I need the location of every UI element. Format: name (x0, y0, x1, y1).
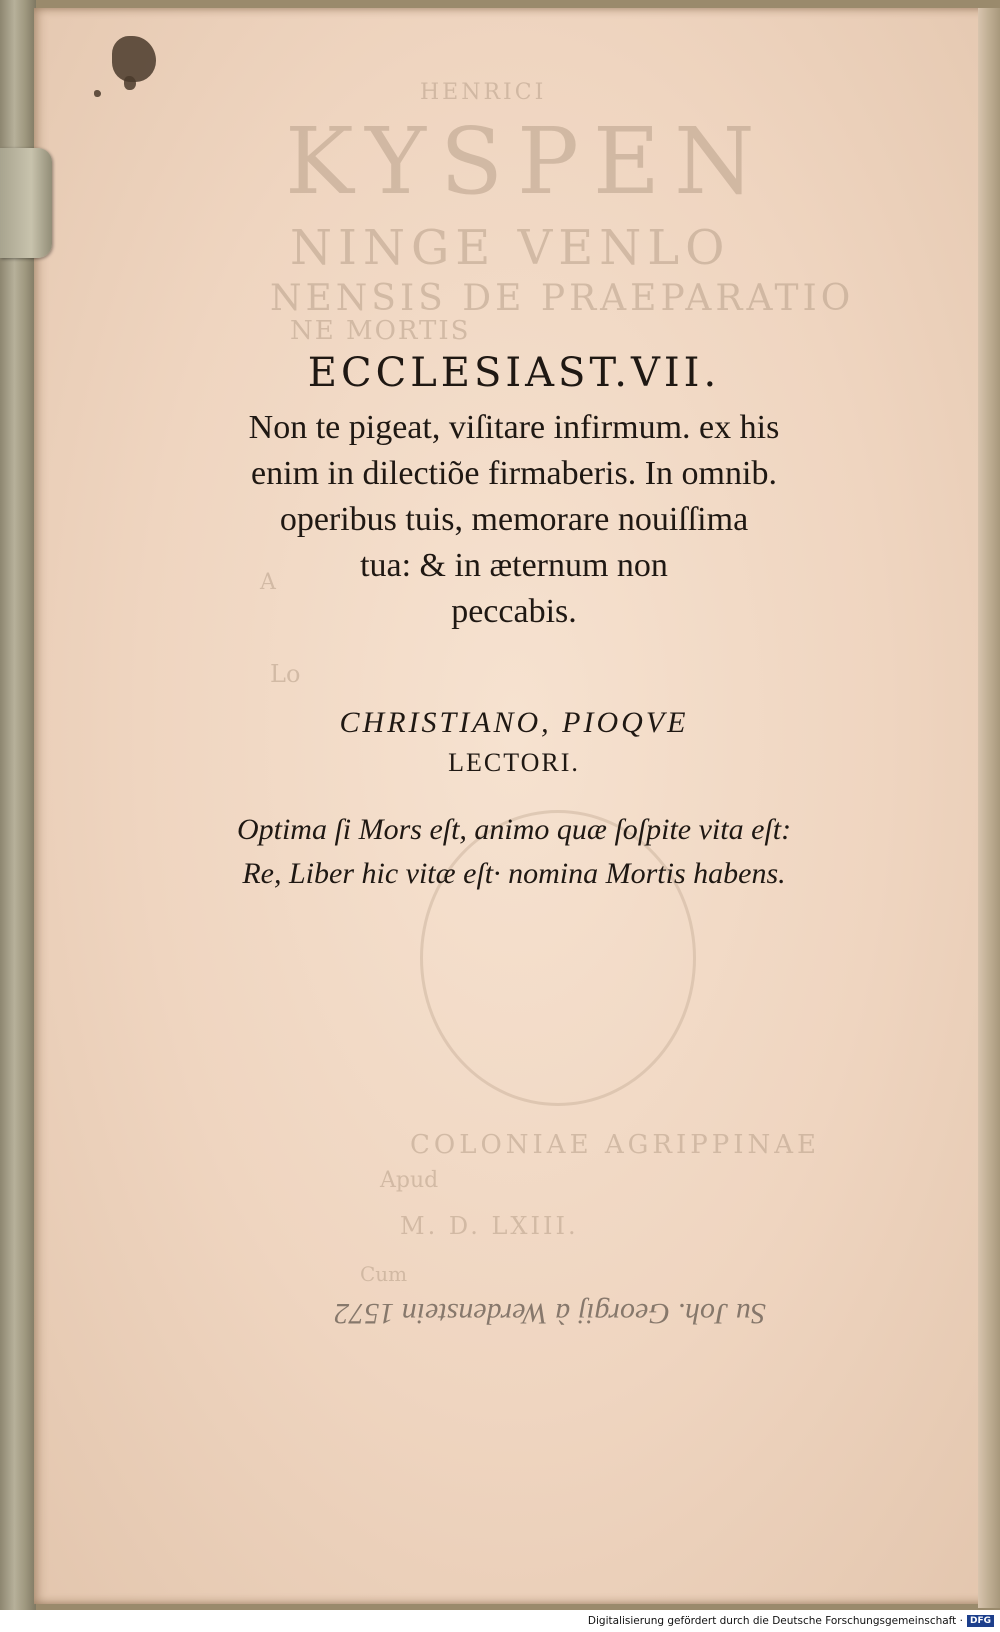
ink-stain (112, 36, 156, 82)
show-through-text: Cum (360, 1262, 408, 1286)
binding-clasp (0, 148, 52, 258)
show-through-text: Lo (270, 660, 301, 688)
funding-credit: Digitalisierung gefördert durch die Deutsche Forschungsgemeinschaft · (587, 1615, 963, 1627)
motto-line: Optima ſi Mors eſt, animo quæ ſoſpite vita eſt: (236, 813, 792, 846)
verse-block (34, 405, 994, 635)
dedication-line-1: CHRISTIANO, PIOQVE (339, 706, 689, 739)
ink-stain-small (124, 76, 136, 90)
verse-line: tua: & in æternum non (360, 547, 668, 584)
handwritten-inscription: Su Joh. Georgij à Werdenstein 1572 (334, 1297, 766, 1330)
show-through-text: KYSPEN (285, 108, 769, 215)
dfg-logo: DFG (967, 1615, 994, 1627)
verse-line: operibus tuis, memorare nouiſſima (279, 501, 749, 538)
show-through-text: COLONIAE AGRIPPINAE (410, 1130, 820, 1160)
show-through-text: M. D. LXIII. (400, 1212, 579, 1240)
show-through-text: NINGE VENLO (290, 220, 731, 276)
dedication-line-2: LECTORI. (448, 748, 580, 777)
motto-line: Re, Liber hic vitæ eſt· nomina Mortis habens. (242, 857, 786, 890)
motto-block (34, 808, 994, 896)
digitization-footer (0, 1610, 1000, 1632)
show-through-text: NE MORTIS (290, 316, 471, 346)
show-through-text: A (260, 570, 276, 595)
verse-line: enim in dilectiõe firmaberis. In omnib. (251, 455, 777, 492)
verse-line: Non te pigeat, viſitare infirmum. ex his (248, 409, 780, 446)
show-through-text: HENRICI (420, 80, 547, 105)
show-through-text: Apud (380, 1168, 439, 1193)
verse-line: peccabis. (451, 593, 577, 630)
page-heading: ECCLESIAST.VII. (307, 350, 721, 396)
show-through-text: NENSIS DE PRAEPARATIO (270, 278, 855, 319)
ink-spot (94, 90, 101, 97)
